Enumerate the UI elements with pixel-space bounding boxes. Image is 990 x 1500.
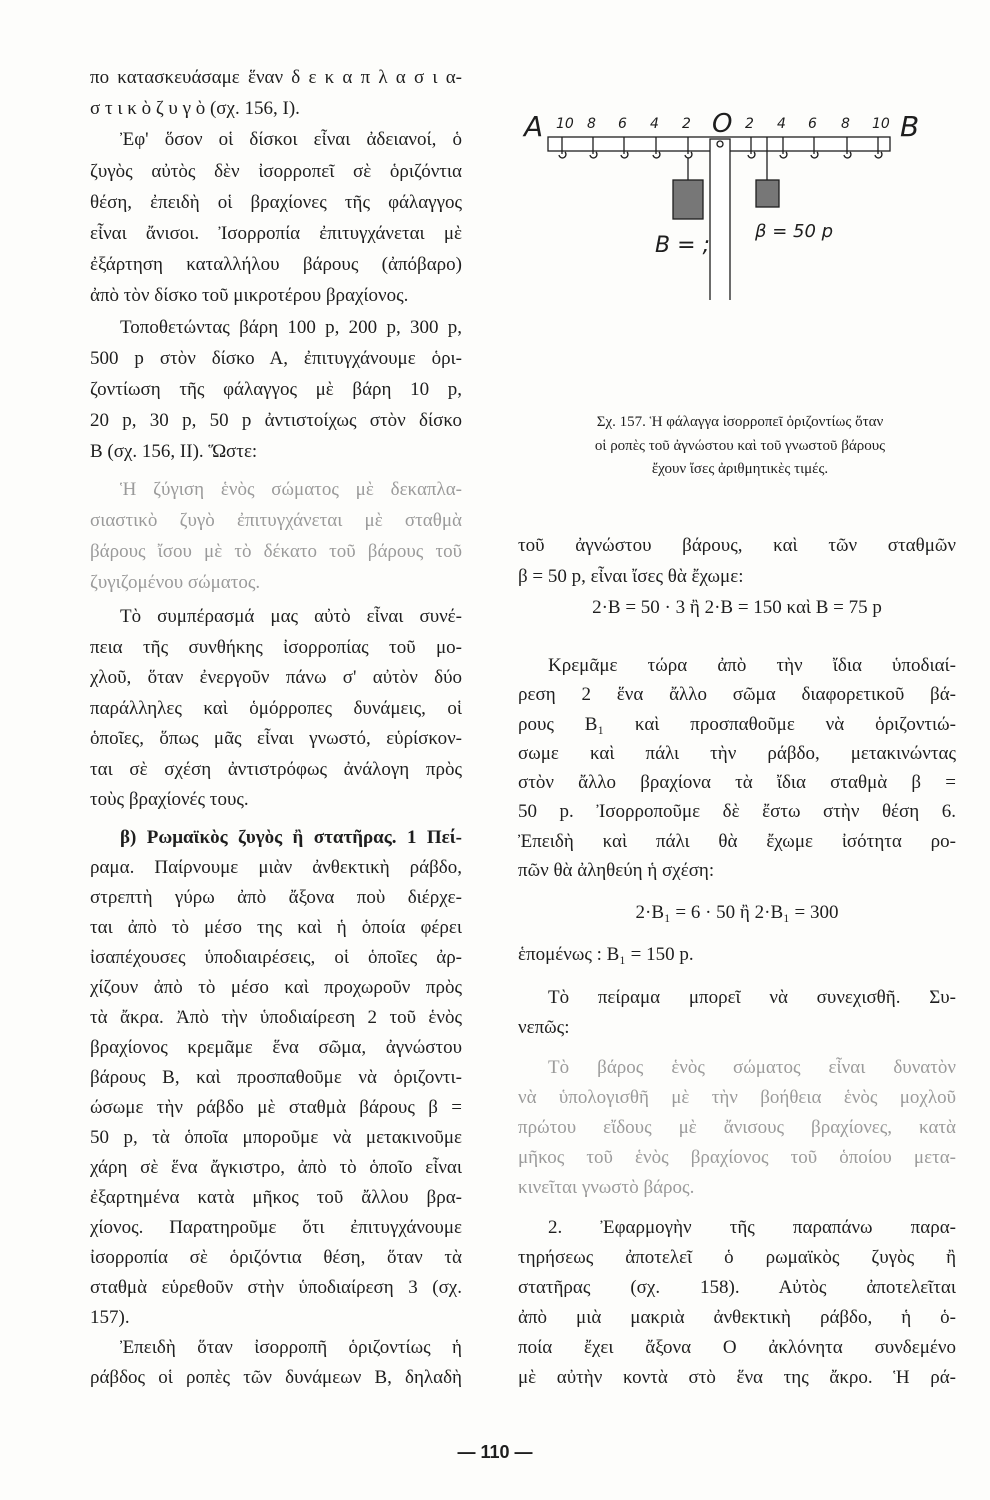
- text-line: ποία ἔχει ἄξονα Ο ἀκλόνητα συνδεμένο: [518, 1337, 956, 1358]
- text-line: 20 p, 30 p, 50 p ἀντιστοίχως στὸν δίσκο: [90, 410, 462, 432]
- text-line: 157).: [90, 1307, 130, 1328]
- highlighted-summary: [518, 1053, 956, 1203]
- text-line: Ἐπειδὴ ὅταν ἰσορροπῆ ὁριζοντίως ἡ: [120, 1337, 462, 1358]
- tick-label: 6: [618, 116, 627, 132]
- text-line: Τὸ βάρος ἑνὸς σώματος εἶναι δυνατὸν: [548, 1057, 956, 1078]
- equation-line: 2·Β₁ = 6 · 50 ἢ 2·Β₁ = 300: [635, 902, 839, 923]
- known-weight: [756, 180, 779, 207]
- text-line: τοῦ ἀγνώστου βάρους, καὶ τῶν σταθμῶν: [518, 535, 956, 556]
- text-line: ἑπομένως : Β₁ = 150 p.: [518, 944, 694, 965]
- figure-caption: [520, 411, 960, 482]
- text-line: ράβδος οἱ ροπὲς τῶν δυνάμεων Β, δηλαδὴ: [90, 1367, 462, 1388]
- text-line: ώσωμε τὴν ράβδο μὲ σταθμὰ βάρους β =: [90, 1097, 462, 1118]
- tick-label: 6: [808, 116, 817, 132]
- tick-label: 2: [682, 116, 691, 132]
- page-number: — 110 —: [457, 1442, 533, 1462]
- text-line: παράλληλες καὶ ὁμόρροπες δυνάμεις, οἱ: [90, 697, 462, 719]
- text-line: ἀπὸ μιὰ μακριὰ ἀνθεκτικὴ ράβδο, ἡ ὁ-: [518, 1307, 956, 1328]
- text-line: χίζουν ἀπὸ τὸ μέσο καὶ προχωροῦν πρὸς: [90, 977, 462, 998]
- text-line: τηρήσεως ἀποτελεῖ ὁ ρωμαϊκὸς ζυγὸς ἢ: [518, 1247, 956, 1268]
- paragraph-block: [518, 530, 956, 623]
- text-line: ζυγὸς αὐτὸς δὲν ἰσορροπεῖ σὲ ὁριζόντια: [90, 160, 462, 182]
- text-line: κινεῖται γνωστὸ βάρος.: [518, 1177, 695, 1198]
- text-line: ται ἀπὸ τὸ μέσο της καὶ ἡ ὁποία φέρει: [90, 917, 462, 938]
- text-line: ζυγιζομένου σώματος.: [90, 572, 261, 593]
- tick-label: 10: [872, 116, 890, 132]
- paragraph-block: [518, 651, 956, 885]
- tick-label: 2: [745, 116, 754, 132]
- text-line: ἐξαρτημένα κατὰ μῆκος τοῦ ἄλλου βρα-: [90, 1187, 462, 1208]
- label-a: A: [524, 110, 544, 143]
- text-line: ἀπὸ τὸν δίσκο τοῦ μικροτέρου βραχίονος.: [90, 285, 409, 307]
- text-line: Ἐφ' ὅσον οἱ δίσκοι εἶναι ἀδειανοί, ὁ: [120, 129, 462, 151]
- tick-label: 10: [556, 116, 574, 132]
- text-line: πεια τῆς συνθήκης ἰσορροπίας τοῦ μο-: [90, 636, 462, 658]
- caption-line: Σχ. 157. Ἡ φάλαγγα ἰσορροπεῖ ὁριζοντίως ὅταν: [596, 414, 884, 430]
- text-line: πρώτου εἴδους μὲ ἄνισους βραχίονες, κατὰ: [518, 1117, 956, 1138]
- text-line: βάρους Β, καὶ προσπαθοῦμε νὰ ὁριζοντι-: [90, 1067, 462, 1088]
- highlighted-summary: [90, 474, 462, 598]
- known-weight-label: β = 50 p: [755, 221, 834, 242]
- text-line: Β (σχ. 156, ΙΙ). Ὥστε:: [90, 441, 258, 463]
- text-line: ἰσορροπία σὲ ὁριζόντια θέση, ὅταν τὰ: [90, 1247, 462, 1268]
- text-line: ραμα. Παίρνουμε μιὰν ἀνθεκτικὴ ράβδο,: [90, 857, 462, 878]
- equation-line: 2·Β = 50 · 3 ἢ 2·Β = 150 καὶ Β = 75 p: [592, 597, 882, 618]
- text-line: ἐξάρτηση καταλλήλου βάρους (ἀπόβαρο): [90, 254, 462, 276]
- text-line: β) Ρωμαϊκὸς ζυγὸς ἢ στατῆρας. 1 Πεί-: [120, 827, 462, 848]
- text-line: πῶν θὰ ἀληθεύη ἡ σχέση:: [518, 860, 715, 882]
- text-line: 50 p, τὰ ὁποῖα μποροῦμε νὰ μετακινοῦμε: [90, 1127, 462, 1148]
- text-line: νεπῶς:: [518, 1017, 570, 1038]
- paragraph-block: [90, 602, 462, 816]
- text-line: βραχίονος κρεμᾶμε ἕνα σῶμα, ἀγνώστου: [90, 1037, 462, 1058]
- text-line: στὸν ἄλλο βραχίονα τὰ ἴδια σταθμὰ β =: [518, 772, 956, 794]
- paragraph-block: [518, 892, 956, 976]
- text-line: μὲ αὐτὴν κοντὰ στὸ ἕνα της ἄκρο. Ἡ ρά-: [518, 1367, 956, 1388]
- unknown-weight-label: B = ;: [655, 233, 710, 258]
- post: [710, 139, 730, 300]
- paragraph-block: [518, 1213, 956, 1393]
- text-line: βάρους ἴσου μὲ τὸ δέκατο τοῦ βάρους τοῦ: [90, 541, 462, 562]
- text-line: 2. Ἐφαρμογὴν τῆς παραπάνω παρα-: [548, 1217, 956, 1238]
- text-line: στατῆρας (σχ. 158). Αὐτὸς ἀποτελεῖται: [518, 1277, 956, 1298]
- text-line: β = 50 p, εἶναι ἴσες θὰ ἔχωμε:: [518, 566, 744, 587]
- text-line: χίονος. Παρατηροῦμε ὅτι ἐπιτυγχάνουμε: [90, 1217, 462, 1238]
- text-line: σιαστικὸ ζυγὸ ἐπιτυγχάνεται μὲ σταθμὰ: [90, 510, 462, 531]
- figure-157-balance-diagram: [0, 0, 990, 300]
- caption-line: ἔχουν ἴσες ἀριθμητικὲς τιμές.: [651, 461, 829, 477]
- text-line: στρεπτὴ γύρω ἀπὸ ἄξονα ποὺ διέρχε-: [90, 887, 462, 908]
- tick-label: 4: [650, 116, 659, 132]
- text-line: ἰσαπέχουσες ὑποδιαιρέσεις, οἱ ὁποῖες ἀρ-: [90, 947, 462, 968]
- text-line: χλοῦ, ὅταν ἐνεργοῦν πάνω σ' αὐτὸν δύο: [90, 667, 462, 688]
- tick-label: 8: [587, 116, 596, 132]
- text-line: ρεση 2 ἕνα ἄλλο σῶμα διαφορετικοῦ βά-: [518, 684, 956, 706]
- text-line: Ἡ ζύγιση ἑνὸς σώματος μὲ δεκαπλα-: [120, 479, 462, 500]
- caption-line: οἱ ροπὲς τοῦ ἀγνώστου καὶ τοῦ γνωστοῦ βάρους: [594, 437, 886, 454]
- text-line: ται σὲ σχέση ἀντιστρόφως ἀνάλογη πρὸς: [90, 758, 462, 780]
- text-line: 50 p. Ἰσορροποῦμε δὲ ἔστω στὴν θέση 6.: [518, 801, 956, 823]
- text-line: ρους Β₁ καὶ προσπαθοῦμε νὰ ὁριζοντιώ-: [518, 713, 956, 735]
- text-line: ὁποῖες, ὅπως μᾶς εἶναι γνωστό, εὑρίσκον-: [90, 728, 462, 749]
- text-line: τοὺς βραχίονές τους.: [90, 789, 249, 810]
- text-line: χάρη σὲ ἕνα ἄγκιστρο, ἀπὸ τὸ ὁποῖο εἶναι: [90, 1157, 462, 1178]
- text-line: Τοποθετώντας βάρη 100 p, 200 p, 300 p,: [120, 316, 462, 338]
- text-line: ζοντίωση τῆς φάλαγγος μὲ βάρη 10 p,: [90, 378, 462, 400]
- unknown-weight: [673, 180, 703, 219]
- text-line: 500 p στὸν δίσκο Α, ἐπιτυγχάνουμε ὁρι-: [90, 347, 462, 369]
- text-line: μῆκος τοῦ ἑνὸς βραχίονος τοῦ ὁποίου μετα-: [518, 1147, 956, 1168]
- text-line: Ἐπειδὴ καὶ πάλι θὰ ἔχωμε ἰσότητα ρο-: [518, 830, 956, 852]
- text-line: Τὸ πείραμα μπορεῖ νὰ συνεχισθῆ. Συ-: [548, 987, 956, 1008]
- text-line: σ τ ι κ ὸ ζ υ γ ὸ (σχ. 156, Ι).: [90, 98, 300, 120]
- paragraph-block: [90, 823, 462, 1393]
- text-line: Τὸ συμπέρασμά μας αὐτὸ εἶναι συνέ-: [120, 606, 462, 627]
- text-line: πο κατασκευάσαμε ἕναν δ ε κ α π λ α σ ι α-: [90, 67, 462, 88]
- text-line: εἶναι ἄνισοι. Ἰσορροπία ἐπιτυγχάνεται μὲ: [90, 222, 462, 244]
- label-o: O: [712, 109, 733, 139]
- text-line: σταθμὰ εὑρεθοῦν στὴν ὑποδιαίρεση 3 (σχ.: [90, 1277, 462, 1298]
- tick-label: 8: [841, 116, 850, 132]
- paragraph-block: [518, 983, 956, 1043]
- text-line: σωμε καὶ πάλι τὴν ράβδο, μετακινώντας: [518, 742, 956, 764]
- text-line: τὰ ἄκρα. Ἀπὸ τὴν ὑποδιαίρεση 2 τοῦ ἑνὸς: [90, 1007, 462, 1028]
- text-line: νὰ ὑπολογισθῆ μὲ τὴν βοήθεια ἑνὸς μοχλοῦ: [518, 1087, 956, 1108]
- tick-label: 4: [777, 116, 786, 132]
- label-b: B: [900, 110, 920, 143]
- text-line: θέση, ἐπειδὴ οἱ βραχίονες τῆς φάλαγγος: [90, 191, 462, 213]
- text-line: Κρεμᾶμε τώρα ἀπὸ τὴν ἴδια ὑποδιαί-: [548, 655, 956, 676]
